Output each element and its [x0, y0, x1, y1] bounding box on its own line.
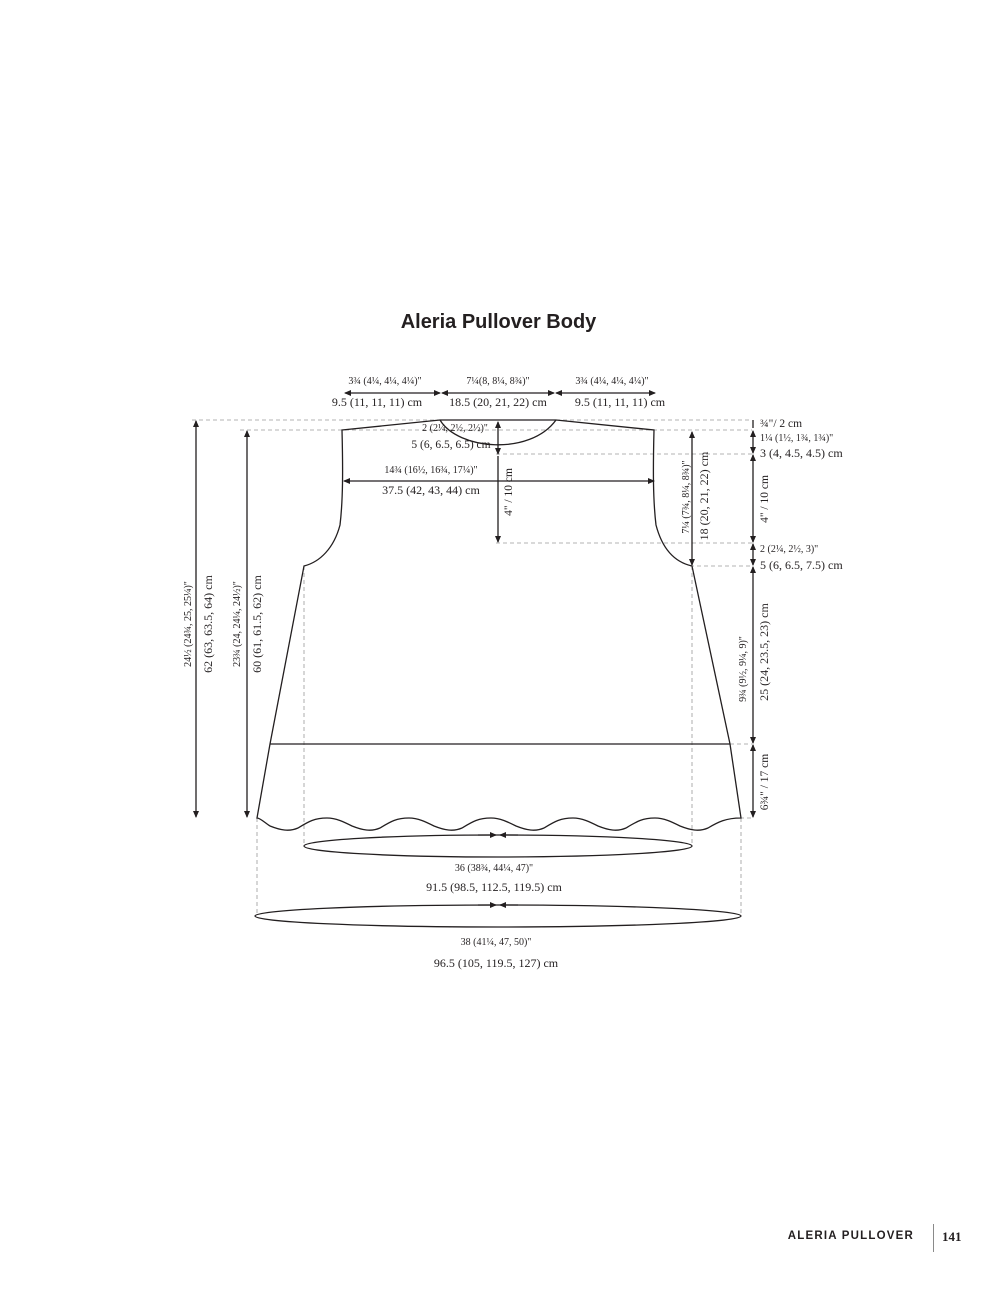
diagram-title: Aleria Pullover Body: [400, 311, 597, 333]
label-neck-depth-in: 2 (2¼, 2½, 2½)": [422, 423, 488, 434]
label-right-yoke: 4" / 10 cm: [759, 475, 771, 523]
measurement-labels: [183, 376, 843, 970]
footer-divider: [933, 1224, 934, 1252]
label-hem: 6¾" / 17 cm: [759, 753, 771, 811]
label-armhole-cm: 18 (20, 21, 22) cm: [697, 451, 711, 541]
page-number: 141: [942, 1229, 962, 1244]
label-hem-circ-cm: 96.5 (105, 119.5, 127) cm: [433, 956, 559, 970]
label-shoulder-right-cm: 9.5 (11, 11, 11) cm: [574, 395, 666, 409]
label-hem-circ-in: 38 (41¼, 47, 50)": [460, 937, 532, 948]
hem-circumference: [255, 905, 741, 927]
label-side-length-cm: 60 (61, 61.5, 62) cm: [250, 575, 264, 673]
label-right-b-in: 2 (2¼, 2½, 3)": [760, 544, 819, 555]
label-cross-back-in: 14¾ (16½, 16¾, 17¼)": [384, 465, 478, 476]
label-shoulder-slope: ¾"/ 2 cm: [760, 418, 803, 430]
label-body-circ-cm: 91.5 (98.5, 112.5, 119.5) cm: [426, 880, 562, 894]
label-armhole-in: 7¼ (7¾, 8¼, 8¾)": [681, 460, 692, 534]
label-right-a-cm: 3 (4, 4.5, 4.5) cm: [760, 446, 843, 460]
label-right-a-in: 1¼ (1½, 1¾, 1¾)": [760, 433, 834, 444]
label-side-in: 9¾ (9½, 9¼, 9)": [738, 636, 749, 702]
label-total-length-cm: 62 (63, 63.5, 64) cm: [201, 575, 215, 673]
label-body-circ-in: 36 (38¾, 44¼, 47)": [454, 863, 534, 874]
footer-section-title: ALERIA PULLOVER: [787, 1230, 914, 1242]
label-shoulder-left-in: 3¾ (4¼, 4¼, 4¼)": [348, 376, 422, 387]
label-side-cm: 25 (24, 23.5, 23) cm: [757, 603, 771, 701]
label-total-length-in: 24½ (24¾, 25, 25¼)": [183, 581, 194, 667]
label-shoulder-left-cm: 9.5 (11, 11, 11) cm: [331, 395, 423, 409]
label-shoulder-right-in: 3¾ (4¼, 4¼, 4¼)": [575, 376, 649, 387]
body-circumference: [304, 835, 692, 857]
label-neck-width-cm: 18.5 (20, 21, 22) cm: [449, 395, 547, 409]
label-cross-back-cm: 37.5 (42, 43, 44) cm: [382, 483, 480, 497]
label-neck-width-in: 7¼(8, 8¼, 8¾)": [466, 376, 530, 387]
label-yoke-depth: 4" / 10 cm: [503, 468, 515, 516]
label-right-b-cm: 5 (6, 6.5, 7.5) cm: [760, 558, 843, 572]
label-side-length-in: 23¾ (24, 24¼, 24½)": [232, 581, 243, 667]
label-neck-depth-cm: 5 (6, 6.5, 6.5) cm: [411, 439, 491, 451]
